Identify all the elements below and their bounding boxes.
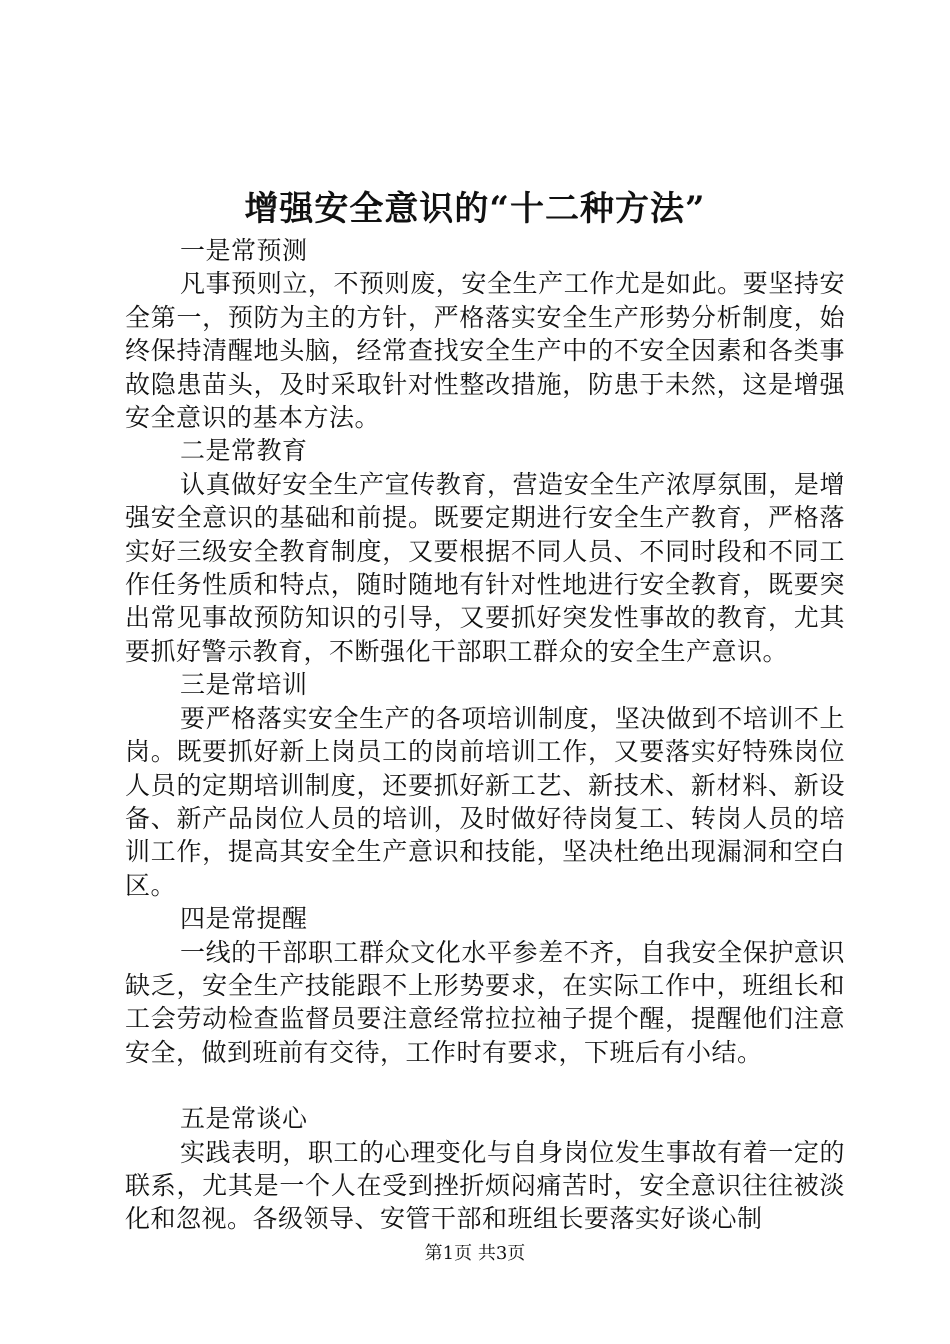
section-paragraph-2: 认真做好安全生产宣传教育，营造安全生产浓厚氛围，是增强安全意识的基础和前提。既要定期进行安全生产教育，严格落实好三级安全教育制度，又要根据不同人员、不同时段和不同工作任务性质和特点，随时随地有针对性地进行安全教育，既要突出常见事故预防知识的引导，又要抓好突发性事故的教育，尤其要抓好警示教育，不断强化干部职工群众的安全生产意识。 [125, 469, 845, 666]
section-heading-2: 二是常教育 [180, 436, 308, 466]
section-heading-4: 四是常提醒 [180, 904, 308, 934]
blank-line [125, 1069, 845, 1102]
section-paragraph-5: 实践表明，职工的心理变化与自身岗位发生事故有着一定的联系，尤其是一个人在受到挫折烦闷痛苦时，安全意识往往被淡化和忽视。各级领导、安管干部和班组长要落实好谈心制 [125, 1137, 845, 1234]
document-body [125, 234, 845, 1236]
section-paragraph-4: 一线的干部职工群众文化水平参差不齐，自我安全保护意识缺乏，安全生产技能跟不上形势要求，在实际工作中，班组长和工会劳动检查监督员要注意经常拉拉袖子提个醒，提醒他们注意安全，做到班前有交待，工作时有要求，下班后有小结。 [125, 937, 845, 1067]
section-heading-1: 一是常预测 [180, 236, 308, 265]
section-heading-3: 三是常培训 [180, 670, 308, 700]
section-paragraph-1: 凡事预则立，不预则废，安全生产工作尤是如此。要坚持安全第一，预防为主的方针，严格落实安全生产形势分析制度，始终保持清醒地头脑，经常查找安全生产中的不安全因素和各类事故隐患苗头，及时采取针对性整改措施，防患于未然，这是增强安全意识的基本方法。 [125, 269, 845, 433]
document-title: 增强安全意识的“十二种方法” [244, 189, 706, 229]
section-heading-5: 五是常谈心 [180, 1104, 308, 1134]
section-paragraph-3: 要严格落实安全生产的各项培训制度，坚决做到不培训不上岗。既要抓好新上岗员工的岗前培训工作，又要落实好特殊岗位人员的定期培训制度，还要抓好新工艺、新技术、新材料、新设备、新产品岗位人员的培训，及时做好待岗复工、转岗人员的培训工作，提高其安全生产意识和技能，坚决杜绝出现漏洞和空白区。 [125, 703, 845, 900]
page-number-footer: 第1页 共3页 [424, 1243, 526, 1264]
